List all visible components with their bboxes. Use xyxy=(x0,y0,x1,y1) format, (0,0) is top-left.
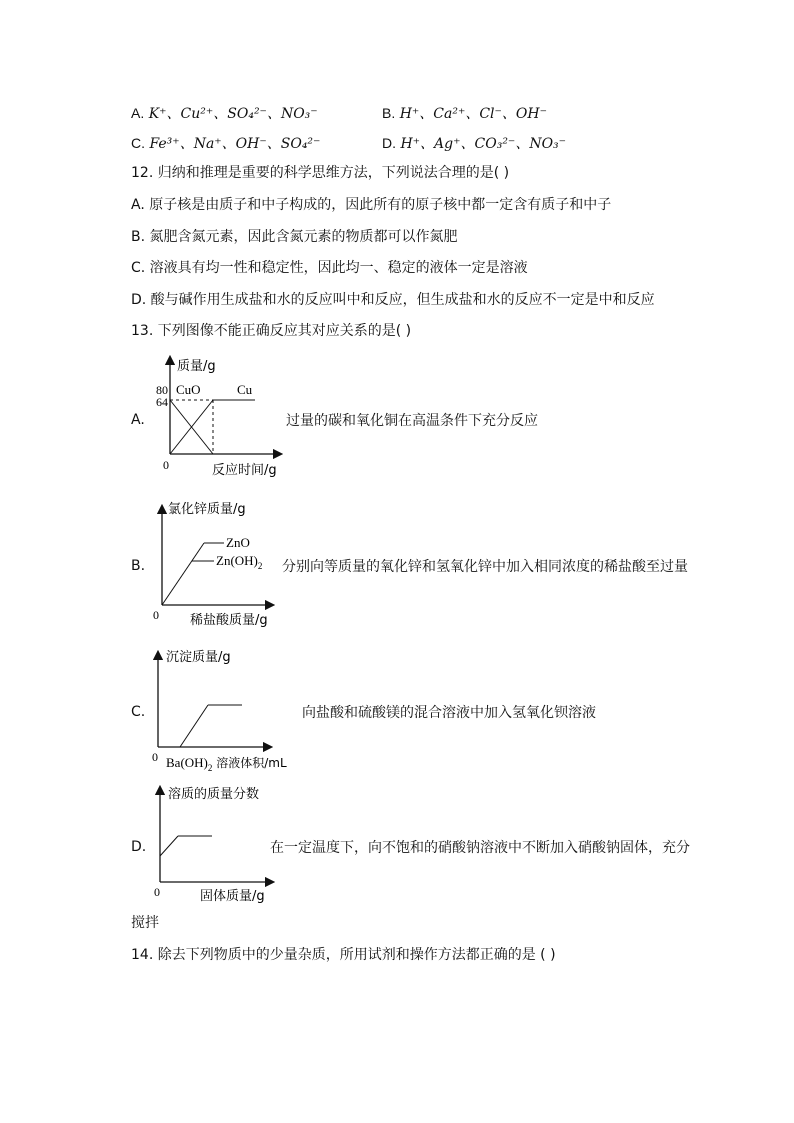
q13-c-description: 向盐酸和硫酸镁的混合溶液中加入氢氧化钡溶液 xyxy=(302,705,596,721)
q13-c-origin: 0 xyxy=(152,750,158,764)
q11-option-c: C. Fe³⁺、Na⁺、OH⁻、SO₄²⁻ xyxy=(131,135,321,152)
q13-a-tick-64: 64 xyxy=(156,395,168,409)
q13-a-origin: 0 xyxy=(163,458,169,472)
q13-a-series-cu: Cu xyxy=(237,382,253,397)
q13-b-origin: 0 xyxy=(153,608,159,622)
q11-option-a-ions: K⁺、Cu²⁺、SO₄²⁻、NO₃⁻ xyxy=(148,106,318,122)
q13-b-zno-rise-line xyxy=(162,543,204,605)
q13-c-precipitate-rise-line xyxy=(180,705,208,747)
q13-stem: 13. 下列图像不能正确反应其对应关系的是( ) xyxy=(131,323,412,339)
q13-c-x-label: $Ba(OH)_2$ 溶液体积/mL xyxy=(166,755,287,773)
q11-option-b-ions: H⁺、Ca²⁺、Cl⁻、OH⁻ xyxy=(399,106,548,122)
q13-c-label: C. xyxy=(131,704,146,720)
q13-a-x-label: 反应时间/g xyxy=(212,463,277,478)
q13-b-x-label: 稀盐酸质量/g xyxy=(190,613,268,628)
q13-c-y-label: 沉淀质量/g xyxy=(166,650,231,665)
q13-d-origin: 0 xyxy=(154,885,160,899)
q13-d-y-label: 溶质的质量分数 xyxy=(168,787,260,802)
q13-b-series-zno: ZnO xyxy=(226,535,250,550)
q13-b-series-znoh2: $Zn(OH)_2$ xyxy=(216,553,263,571)
q13-d-fraction-rise-line xyxy=(160,836,178,856)
q11-option-b: B. H⁺、Ca²⁺、Cl⁻、OH⁻ xyxy=(382,105,548,122)
q13-b-description: 分别向等质量的氧化锌和氢氧化锌中加入相同浓度的稀盐酸至过量 xyxy=(282,559,688,575)
q13-a-graph xyxy=(150,352,290,482)
q11-option-a: A. K⁺、Cu²⁺、SO₄²⁻、NO₃⁻ xyxy=(131,105,318,122)
q13-a-y-label: 质量/g xyxy=(177,359,216,374)
q11-option-d: D. H⁺、Ag⁺、CO₃²⁻、NO₃⁻ xyxy=(382,135,567,152)
q14-stem: 14. 除去下列物质中的少量杂质，所用试剂和操作方法都正确的是 ( ) xyxy=(131,947,556,963)
q11-option-d-ions: H⁺、Ag⁺、CO₃²⁻、NO₃⁻ xyxy=(400,136,567,152)
q12-option-d: D. 酸与碱作用生成盐和水的反应叫中和反应，但生成盐和水的反应不一定是中和反应 xyxy=(131,292,655,308)
q11-option-c-ions: Fe³⁺、Na⁺、OH⁻、SO₄²⁻ xyxy=(149,136,321,152)
q13-c-graph xyxy=(146,643,306,773)
q13-b-graph xyxy=(146,497,286,632)
q13-d-label: D. xyxy=(131,839,147,855)
q12-option-c: C. 溶液具有均一性和稳定性，因此均一、稳定的液体一定是溶液 xyxy=(131,260,528,276)
q13-a-description: 过量的碳和氧化铜在高温条件下充分反应 xyxy=(286,413,538,429)
q12-option-a: A. 原子核是由质子和中子构成的，因此所有的原子核中都一定含有质子和中子 xyxy=(131,197,612,213)
q13-a-label: A. xyxy=(131,412,145,428)
q12-option-b: B. 氮肥含氮元素，因此含氮元素的物质都可以作氮肥 xyxy=(131,229,458,245)
q13-d-graph xyxy=(146,782,286,907)
q13-b-y-label: 氯化锌质量/g xyxy=(168,502,246,517)
q13-d-description-cont: 搅拌 xyxy=(131,915,159,931)
q13-a-series-cuo: CuO xyxy=(176,382,201,397)
q13-d-x-label: 固体质量/g xyxy=(200,889,265,904)
q13-d-description: 在一定温度下，向不饱和的硝酸钠溶液中不断加入硝酸钠固体，充分 xyxy=(270,840,690,856)
q13-a-tick-80: 80 xyxy=(156,383,168,397)
q12-stem: 12. 归纳和推理是重要的科学思维方法，下列说法合理的是( ) xyxy=(131,165,510,181)
q13-b-label: B. xyxy=(131,558,146,574)
